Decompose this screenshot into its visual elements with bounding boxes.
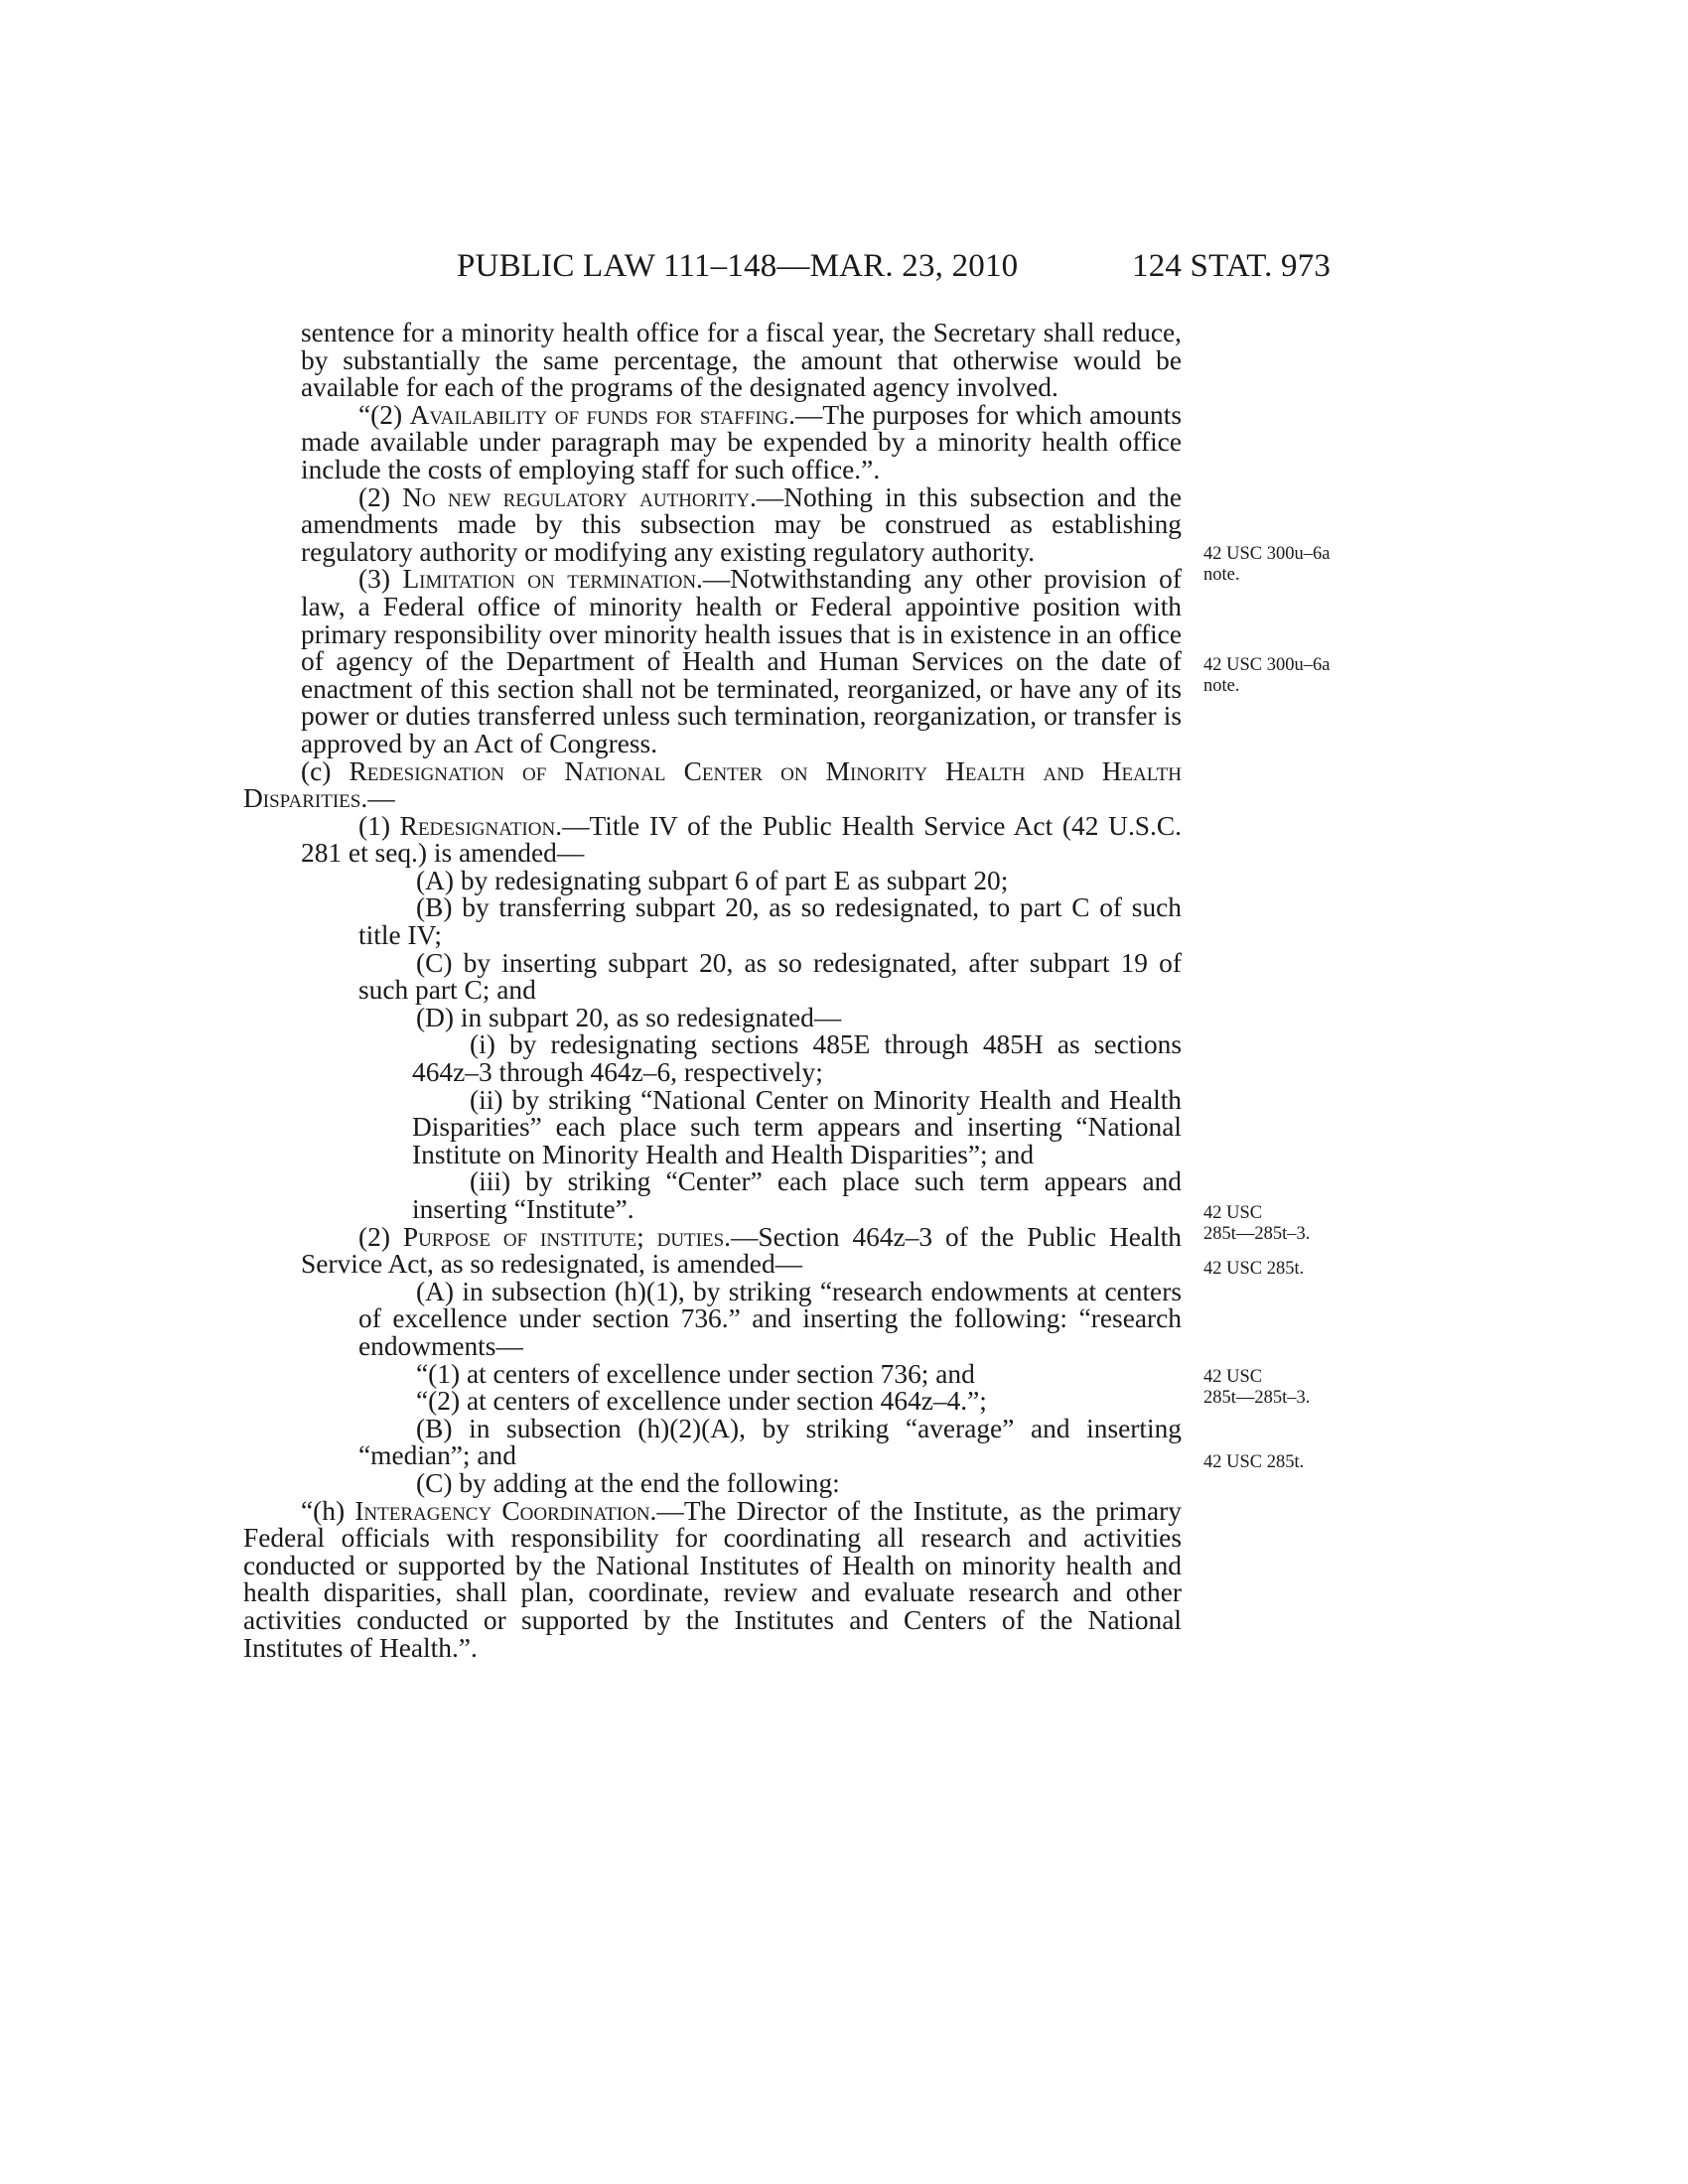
clause-b: (B) by transferring subpart 20, as so redesignated, to part C of such title IV;: [358, 892, 1182, 951]
quoted-item-2: “(2) at centers of excellence under section 464z–4.”;: [416, 1386, 987, 1417]
paragraph-no-new-regulatory-authority: (2) No new regulatory authority.—Nothing in this subsection and the amendments made by this subsection may be construed as establishing regulatory authority or modifying any existing regulatory authority.: [301, 481, 1182, 567]
section-heading: Limitation on termination.: [402, 564, 703, 595]
subclause-ii: (ii) by striking “National Center on Minority Health and Health Disparities” each place such term appears and inserting “National Institute on Minority Health and Health Disparities”; and: [412, 1084, 1182, 1169]
section-heading: Redesignation of National Center on Minority Health and Health Disparities.: [243, 755, 1182, 814]
clause-d: (D) in subpart 20, as so redesignated—: [416, 1002, 842, 1032]
subsection-c-heading: (c) Redesignation of National Center on Minority Health and Health Disparities.—: [243, 755, 1182, 814]
clause-a-endowments: (A) in subsection (h)(1), by striking “research endowments at centers of excellence under section 736.” and inserting the following: “research endowments—: [358, 1276, 1182, 1361]
subclause-i: (i) by redesignating sections 485E through 485H as sections 464z–3 through 464z–6, respectively;: [412, 1029, 1182, 1088]
paragraph-limitation-on-termination: (3) Limitation on termination.—Notwithstanding any other provision of law, a Federal office of minority health or Federal appointive position with primary responsibility over minority health issues that is in existence in an office of agency of the Department of Health and Human Services on the date of enactment of this section shall not be terminated, reorganized, or have any of its power or duties transferred unless such termination, reorganization, or transfer is approved by an Act of Congress.: [301, 564, 1182, 758]
section-heading: Interagency Coordination.: [354, 1495, 657, 1526]
page-citation: 124 STAT. 973: [1132, 248, 1332, 284]
margin-note: 42 USC 300u–6a note.: [1203, 655, 1331, 696]
section-heading: No new regulatory authority.: [402, 481, 757, 512]
section-heading: Redesignation.: [399, 810, 563, 841]
paragraph-availability-of-funds: “(2) Availability of funds for staffing.—The purposes for which amounts made available under paragraph may be expended by a minority health office include the costs of employing staff for such office.”.: [301, 399, 1182, 484]
clause-c-adding: (C) by adding at the end the following:: [416, 1467, 840, 1498]
margin-note: 42 USC 285t—285t–3.: [1203, 1367, 1311, 1408]
clause-a: (A) by redesignating subpart 6 of part E as subpart 20;: [416, 865, 1009, 895]
section-heading: Availability of funds for staffing.: [409, 399, 795, 430]
paragraph-purpose-of-institute: (2) Purpose of institute; duties.—Section 464z–3 of the Public Health Service Act, as so redesignated, is amended—: [301, 1221, 1182, 1280]
clause-b-median: (B) in subsection (h)(2)(A), by striking “average” and inserting “median”; and: [358, 1413, 1182, 1471]
quoted-item-1: “(1) at centers of excellence under section 736; and: [416, 1358, 975, 1389]
margin-note: 42 USC 285t.: [1203, 1259, 1305, 1279]
clause-c: (C) by inserting subpart 20, as so redesignated, after subpart 19 of such part C; and: [358, 947, 1182, 1006]
paragraph-redesignation: (1) Redesignation.—Title IV of the Public Health Service Act (42 U.S.C. 281 et seq.) is amended—: [301, 810, 1182, 869]
statute-text: [243, 318, 1183, 1663]
subclause-iii: (iii) by striking “Center” each place such term appears and inserting “Institute”.: [412, 1166, 1182, 1224]
paragraph-interagency-coordination: “(h) Interagency Coordination.—The Director of the Institute, as the primary Federal officials with responsibility for coordinating all research and activities conducted or supported by the National Institutes of Health on minority health and health disparities, shall plan, coordinate, review and evaluate research and other activities conducted or supported by the Institutes and Centers of the National Institutes of Health.”.: [243, 1495, 1183, 1663]
margin-note: 42 USC 300u–6a note.: [1203, 544, 1331, 585]
paragraph-continuation: sentence for a minority health office for a fiscal year, the Secretary shall reduce, by substantially the same percentage, the amount that otherwise would be available for each of the programs of the designated agency involved.: [301, 318, 1182, 403]
margin-note: 42 USC 285t—285t–3.: [1203, 1203, 1311, 1244]
running-header-title: PUBLIC LAW 111–148—MAR. 23, 2010: [457, 248, 1019, 284]
margin-note: 42 USC 285t.: [1203, 1452, 1305, 1472]
section-heading: Purpose of institute; duties.: [402, 1221, 732, 1252]
